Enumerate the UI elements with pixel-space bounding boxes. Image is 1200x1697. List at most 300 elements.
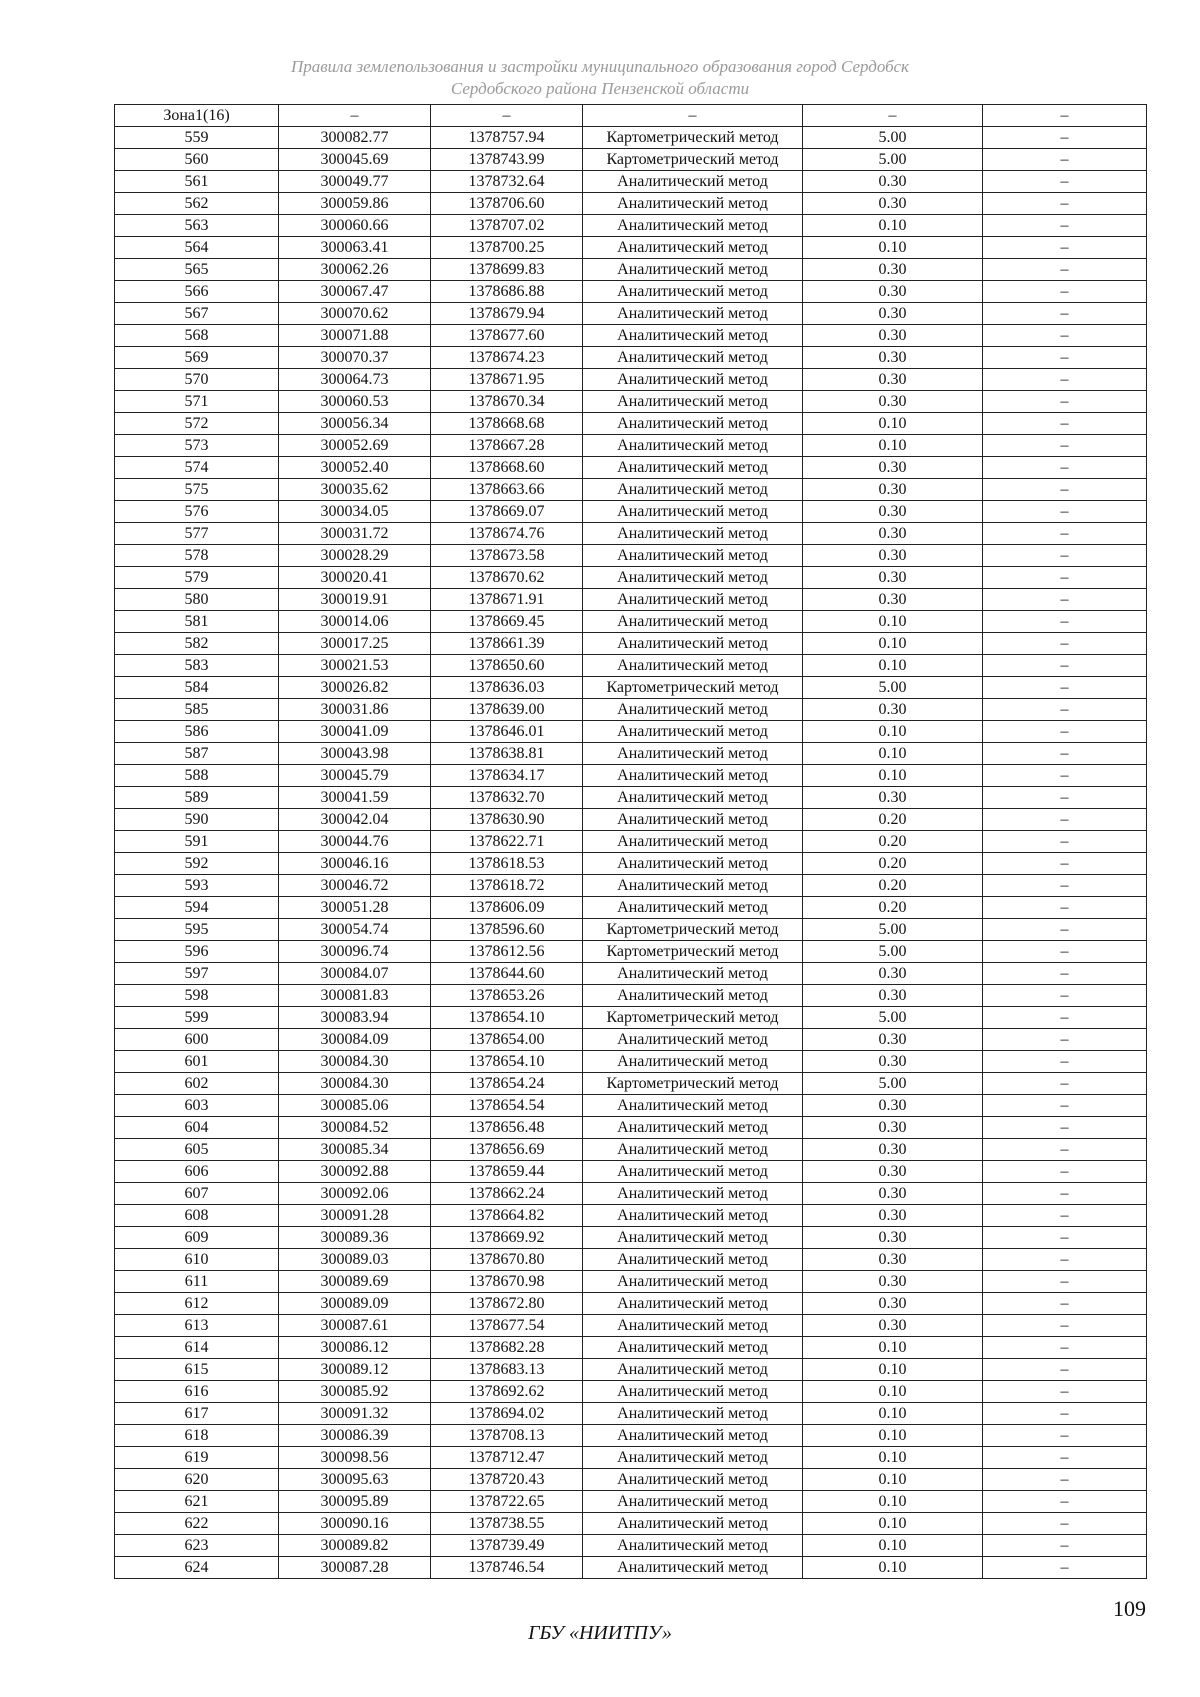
description-cell: –	[983, 655, 1147, 677]
accuracy-cell: 0.30	[803, 457, 983, 479]
x-coordinate-cell: 300052.40	[279, 457, 431, 479]
y-coordinate-cell: 1378636.03	[431, 677, 583, 699]
method-cell: Аналитический метод	[583, 413, 803, 435]
method-cell: Картометрический метод	[583, 919, 803, 941]
x-coordinate-cell: 300089.36	[279, 1227, 431, 1249]
table-row	[115, 1381, 1147, 1403]
x-coordinate-cell: 300031.72	[279, 523, 431, 545]
accuracy-cell: 0.30	[803, 171, 983, 193]
accuracy-cell: 0.30	[803, 787, 983, 809]
accuracy-cell: 0.30	[803, 1227, 983, 1249]
point-number-cell: 608	[115, 1205, 279, 1227]
y-coordinate-cell: 1378654.10	[431, 1007, 583, 1029]
table-row	[115, 743, 1147, 765]
x-coordinate-cell: 300095.89	[279, 1491, 431, 1513]
method-cell: Аналитический метод	[583, 1139, 803, 1161]
y-coordinate-cell: 1378674.23	[431, 347, 583, 369]
accuracy-cell: 0.20	[803, 853, 983, 875]
method-cell: Картометрический метод	[583, 1007, 803, 1029]
point-number-cell: 566	[115, 281, 279, 303]
accuracy-cell: 0.10	[803, 721, 983, 743]
accuracy-cell: 5.00	[803, 941, 983, 963]
point-number-cell: 593	[115, 875, 279, 897]
y-coordinate-cell: 1378706.60	[431, 193, 583, 215]
table-row	[115, 1183, 1147, 1205]
method-cell: Аналитический метод	[583, 501, 803, 523]
table-row	[115, 1249, 1147, 1271]
accuracy-cell: 0.10	[803, 1491, 983, 1513]
method-cell: Аналитический метод	[583, 1491, 803, 1513]
y-coordinate-cell: 1378654.24	[431, 1073, 583, 1095]
table-row	[115, 1051, 1147, 1073]
accuracy-cell: 0.30	[803, 193, 983, 215]
point-number-cell: 591	[115, 831, 279, 853]
accuracy-cell: 0.30	[803, 1271, 983, 1293]
table-row	[115, 1293, 1147, 1315]
table-row	[115, 787, 1147, 809]
accuracy-cell: 0.20	[803, 809, 983, 831]
method-cell: Аналитический метод	[583, 875, 803, 897]
x-coordinate-cell: 300092.06	[279, 1183, 431, 1205]
point-number-cell: 563	[115, 215, 279, 237]
description-cell: –	[983, 677, 1147, 699]
table-row	[115, 545, 1147, 567]
y-coordinate-cell: 1378653.26	[431, 985, 583, 1007]
description-cell: –	[983, 545, 1147, 567]
y-coordinate-cell: 1378677.60	[431, 325, 583, 347]
description-cell: –	[983, 171, 1147, 193]
x-coordinate-cell: 300084.30	[279, 1073, 431, 1095]
x-coordinate-cell: 300046.72	[279, 875, 431, 897]
x-coordinate-cell: 300059.86	[279, 193, 431, 215]
accuracy-cell: 0.10	[803, 765, 983, 787]
method-cell: Аналитический метод	[583, 1051, 803, 1073]
accuracy-cell: 0.10	[803, 1403, 983, 1425]
y-coordinate-cell: 1378659.44	[431, 1161, 583, 1183]
accuracy-cell: 5.00	[803, 127, 983, 149]
y-coordinate-cell: 1378668.68	[431, 413, 583, 435]
accuracy-cell: 0.30	[803, 589, 983, 611]
page-header	[0, 56, 1200, 100]
y-coordinate-cell: 1378670.62	[431, 567, 583, 589]
description-cell: –	[983, 325, 1147, 347]
accuracy-cell: 5.00	[803, 149, 983, 171]
method-cell: Аналитический метод	[583, 567, 803, 589]
x-coordinate-cell: 300082.77	[279, 127, 431, 149]
accuracy-cell: 0.30	[803, 325, 983, 347]
y-coordinate-cell: 1378612.56	[431, 941, 583, 963]
description-cell: –	[983, 1403, 1147, 1425]
x-coordinate-cell: 300043.98	[279, 743, 431, 765]
description-cell: –	[983, 1513, 1147, 1535]
table-row	[115, 611, 1147, 633]
x-coordinate-cell: 300020.41	[279, 567, 431, 589]
table-row	[115, 853, 1147, 875]
method-cell: Аналитический метод	[583, 1293, 803, 1315]
y-coordinate-cell: 1378654.54	[431, 1095, 583, 1117]
method-cell: Аналитический метод	[583, 1227, 803, 1249]
y-coordinate-cell: 1378638.81	[431, 743, 583, 765]
description-cell: –	[983, 369, 1147, 391]
method-cell: –	[583, 105, 803, 127]
x-coordinate-cell: 300046.16	[279, 853, 431, 875]
point-number-cell: 622	[115, 1513, 279, 1535]
table-row	[115, 127, 1147, 149]
x-coordinate-cell: 300062.26	[279, 259, 431, 281]
accuracy-cell: 0.10	[803, 1381, 983, 1403]
description-cell: –	[983, 1557, 1147, 1579]
description-cell: –	[983, 523, 1147, 545]
x-coordinate-cell: 300089.12	[279, 1359, 431, 1381]
table-row	[115, 1557, 1147, 1579]
method-cell: Картометрический метод	[583, 1073, 803, 1095]
method-cell: Аналитический метод	[583, 435, 803, 457]
method-cell: Аналитический метод	[583, 831, 803, 853]
point-number-cell: 605	[115, 1139, 279, 1161]
description-cell: –	[983, 743, 1147, 765]
table-row	[115, 589, 1147, 611]
y-coordinate-cell: 1378669.92	[431, 1227, 583, 1249]
method-cell: Аналитический метод	[583, 787, 803, 809]
accuracy-cell: 0.10	[803, 1359, 983, 1381]
point-number-cell: 570	[115, 369, 279, 391]
method-cell: Аналитический метод	[583, 1447, 803, 1469]
description-cell: –	[983, 875, 1147, 897]
point-number-cell: 560	[115, 149, 279, 171]
x-coordinate-cell: 300087.28	[279, 1557, 431, 1579]
y-coordinate-cell: 1378661.39	[431, 633, 583, 655]
table-row	[115, 1161, 1147, 1183]
accuracy-cell: 0.10	[803, 743, 983, 765]
y-coordinate-cell: 1378739.49	[431, 1535, 583, 1557]
method-cell: Аналитический метод	[583, 1249, 803, 1271]
table-row	[115, 1029, 1147, 1051]
x-coordinate-cell: 300045.69	[279, 149, 431, 171]
method-cell: Аналитический метод	[583, 1117, 803, 1139]
x-coordinate-cell: 300060.53	[279, 391, 431, 413]
y-coordinate-cell: 1378679.94	[431, 303, 583, 325]
description-cell: –	[983, 1535, 1147, 1557]
x-coordinate-cell: 300087.61	[279, 1315, 431, 1337]
x-coordinate-cell: 300085.06	[279, 1095, 431, 1117]
x-coordinate-cell: 300019.91	[279, 589, 431, 611]
accuracy-cell: 0.10	[803, 237, 983, 259]
method-cell: Аналитический метод	[583, 1469, 803, 1491]
x-coordinate-cell: 300041.09	[279, 721, 431, 743]
table-row	[115, 1117, 1147, 1139]
point-number-cell: 620	[115, 1469, 279, 1491]
point-number-cell: 562	[115, 193, 279, 215]
y-coordinate-cell: 1378669.45	[431, 611, 583, 633]
x-coordinate-cell: 300060.66	[279, 215, 431, 237]
method-cell: Аналитический метод	[583, 259, 803, 281]
method-cell: Аналитический метод	[583, 1029, 803, 1051]
point-number-cell: 599	[115, 1007, 279, 1029]
x-coordinate-cell: 300042.04	[279, 809, 431, 831]
y-coordinate-cell: 1378656.69	[431, 1139, 583, 1161]
x-coordinate-cell: 300089.03	[279, 1249, 431, 1271]
point-number-cell: 584	[115, 677, 279, 699]
point-number-cell: 616	[115, 1381, 279, 1403]
table-row	[115, 985, 1147, 1007]
y-coordinate-cell: 1378650.60	[431, 655, 583, 677]
method-cell: Аналитический метод	[583, 1425, 803, 1447]
y-coordinate-cell: 1378757.94	[431, 127, 583, 149]
table-row	[115, 1469, 1147, 1491]
coordinates-table-body	[115, 105, 1147, 1579]
table-row	[115, 963, 1147, 985]
table-row	[115, 259, 1147, 281]
point-number-cell: 580	[115, 589, 279, 611]
accuracy-cell: 0.30	[803, 479, 983, 501]
point-number-cell: 561	[115, 171, 279, 193]
accuracy-cell: 0.30	[803, 1315, 983, 1337]
y-coordinate-cell: 1378692.62	[431, 1381, 583, 1403]
table-row	[115, 457, 1147, 479]
table-row	[115, 369, 1147, 391]
method-cell: Картометрический метод	[583, 941, 803, 963]
y-coordinate-cell: 1378743.99	[431, 149, 583, 171]
point-number-cell: 604	[115, 1117, 279, 1139]
x-coordinate-cell: 300084.30	[279, 1051, 431, 1073]
x-coordinate-cell: 300084.52	[279, 1117, 431, 1139]
x-coordinate-cell: 300095.63	[279, 1469, 431, 1491]
method-cell: Аналитический метод	[583, 1095, 803, 1117]
header-line-1: Правила землепользования и застройки муниципального образования город Сердобск	[290, 57, 909, 76]
description-cell: –	[983, 435, 1147, 457]
x-coordinate-cell: 300083.94	[279, 1007, 431, 1029]
accuracy-cell: 0.10	[803, 655, 983, 677]
method-cell: Аналитический метод	[583, 1337, 803, 1359]
point-number-cell: 592	[115, 853, 279, 875]
x-coordinate-cell: 300089.09	[279, 1293, 431, 1315]
table-row	[115, 1205, 1147, 1227]
y-coordinate-cell: 1378682.28	[431, 1337, 583, 1359]
description-cell: –	[983, 941, 1147, 963]
table-row	[115, 567, 1147, 589]
y-coordinate-cell: 1378668.60	[431, 457, 583, 479]
x-coordinate-cell: 300086.39	[279, 1425, 431, 1447]
accuracy-cell: 0.10	[803, 1535, 983, 1557]
y-coordinate-cell: 1378686.88	[431, 281, 583, 303]
point-number-cell: 600	[115, 1029, 279, 1051]
table-row	[115, 237, 1147, 259]
x-coordinate-cell: 300051.28	[279, 897, 431, 919]
table-row	[115, 1359, 1147, 1381]
accuracy-cell: 0.20	[803, 831, 983, 853]
method-cell: Аналитический метод	[583, 1403, 803, 1425]
table-row	[115, 1535, 1147, 1557]
method-cell: Картометрический метод	[583, 149, 803, 171]
accuracy-cell: 0.30	[803, 1117, 983, 1139]
method-cell: Аналитический метод	[583, 611, 803, 633]
method-cell: Аналитический метод	[583, 1535, 803, 1557]
x-coordinate-cell: 300089.82	[279, 1535, 431, 1557]
table-row	[115, 435, 1147, 457]
y-coordinate-cell: 1378738.55	[431, 1513, 583, 1535]
accuracy-cell: 0.10	[803, 215, 983, 237]
y-coordinate-cell: 1378632.70	[431, 787, 583, 809]
point-number-cell: 601	[115, 1051, 279, 1073]
y-coordinate-cell: 1378720.43	[431, 1469, 583, 1491]
y-coordinate-cell: 1378663.66	[431, 479, 583, 501]
description-cell: –	[983, 391, 1147, 413]
x-coordinate-cell: 300081.83	[279, 985, 431, 1007]
x-coordinate-cell: 300052.69	[279, 435, 431, 457]
point-number-cell: 572	[115, 413, 279, 435]
y-coordinate-cell: 1378671.91	[431, 589, 583, 611]
method-cell: Аналитический метод	[583, 171, 803, 193]
accuracy-cell: 0.30	[803, 699, 983, 721]
x-coordinate-cell: 300064.73	[279, 369, 431, 391]
description-cell: –	[983, 567, 1147, 589]
method-cell: Аналитический метод	[583, 1315, 803, 1337]
point-number-cell: 611	[115, 1271, 279, 1293]
accuracy-cell: 0.30	[803, 1139, 983, 1161]
x-coordinate-cell: 300098.56	[279, 1447, 431, 1469]
point-number-cell: 583	[115, 655, 279, 677]
point-number-cell: 579	[115, 567, 279, 589]
accuracy-cell: 0.30	[803, 985, 983, 1007]
table-row	[115, 1073, 1147, 1095]
x-coordinate-cell: 300092.88	[279, 1161, 431, 1183]
method-cell: Аналитический метод	[583, 457, 803, 479]
x-coordinate-cell: 300096.74	[279, 941, 431, 963]
x-coordinate-cell: 300091.32	[279, 1403, 431, 1425]
table-row	[115, 1227, 1147, 1249]
point-number-cell: 575	[115, 479, 279, 501]
method-cell: Аналитический метод	[583, 1359, 803, 1381]
y-coordinate-cell: 1378708.13	[431, 1425, 583, 1447]
description-cell: –	[983, 1227, 1147, 1249]
description-cell: –	[983, 699, 1147, 721]
x-coordinate-cell: 300056.34	[279, 413, 431, 435]
y-coordinate-cell: 1378662.24	[431, 1183, 583, 1205]
description-cell: –	[983, 501, 1147, 523]
method-cell: Картометрический метод	[583, 127, 803, 149]
accuracy-cell: 0.30	[803, 369, 983, 391]
header-line-2: Сердобского района Пензенской области	[450, 79, 750, 98]
table-row	[115, 831, 1147, 853]
point-number-cell: 617	[115, 1403, 279, 1425]
method-cell: Аналитический метод	[583, 655, 803, 677]
method-cell: Аналитический метод	[583, 1271, 803, 1293]
y-coordinate-cell: 1378707.02	[431, 215, 583, 237]
accuracy-cell: –	[803, 105, 983, 127]
accuracy-cell: 0.10	[803, 1557, 983, 1579]
y-coordinate-cell: 1378672.80	[431, 1293, 583, 1315]
x-coordinate-cell: 300089.69	[279, 1271, 431, 1293]
table-row	[115, 1139, 1147, 1161]
y-coordinate-cell: 1378622.71	[431, 831, 583, 853]
point-number-cell: 567	[115, 303, 279, 325]
description-cell: –	[983, 347, 1147, 369]
y-coordinate-cell: 1378677.54	[431, 1315, 583, 1337]
description-cell: –	[983, 281, 1147, 303]
table-row	[115, 1513, 1147, 1535]
accuracy-cell: 0.30	[803, 523, 983, 545]
y-coordinate-cell: 1378618.72	[431, 875, 583, 897]
point-number-cell: 577	[115, 523, 279, 545]
accuracy-cell: 0.20	[803, 875, 983, 897]
description-cell: –	[983, 1095, 1147, 1117]
point-number-cell: 576	[115, 501, 279, 523]
description-cell: –	[983, 1161, 1147, 1183]
accuracy-cell: 0.10	[803, 611, 983, 633]
accuracy-cell: 5.00	[803, 1007, 983, 1029]
y-coordinate-cell: 1378596.60	[431, 919, 583, 941]
description-cell: –	[983, 611, 1147, 633]
x-coordinate-cell: 300045.79	[279, 765, 431, 787]
x-coordinate-cell: 300070.37	[279, 347, 431, 369]
x-coordinate-cell: 300084.09	[279, 1029, 431, 1051]
table-row	[115, 1337, 1147, 1359]
y-coordinate-cell: 1378618.53	[431, 853, 583, 875]
description-cell: –	[983, 149, 1147, 171]
x-coordinate-cell: 300070.62	[279, 303, 431, 325]
method-cell: Аналитический метод	[583, 1513, 803, 1535]
accuracy-cell: 0.10	[803, 413, 983, 435]
table-row	[115, 633, 1147, 655]
method-cell: Аналитический метод	[583, 325, 803, 347]
x-coordinate-cell: 300049.77	[279, 171, 431, 193]
y-coordinate-cell: 1378646.01	[431, 721, 583, 743]
accuracy-cell: 0.30	[803, 963, 983, 985]
table-row	[115, 149, 1147, 171]
description-cell: –	[983, 963, 1147, 985]
y-coordinate-cell: 1378606.09	[431, 897, 583, 919]
accuracy-cell: 0.30	[803, 1249, 983, 1271]
accuracy-cell: 0.10	[803, 633, 983, 655]
table-row	[115, 655, 1147, 677]
method-cell: Аналитический метод	[583, 743, 803, 765]
y-coordinate-cell: 1378694.02	[431, 1403, 583, 1425]
table-row	[115, 215, 1147, 237]
x-coordinate-cell: 300086.12	[279, 1337, 431, 1359]
method-cell: Аналитический метод	[583, 1161, 803, 1183]
table-row	[115, 1491, 1147, 1513]
description-cell: –	[983, 1293, 1147, 1315]
description-cell: –	[983, 633, 1147, 655]
zone-header-row	[115, 105, 1147, 127]
description-cell: –	[983, 1425, 1147, 1447]
table-row	[115, 523, 1147, 545]
method-cell: Аналитический метод	[583, 765, 803, 787]
table-row	[115, 391, 1147, 413]
point-number-cell: 586	[115, 721, 279, 743]
y-coordinate-cell: 1378700.25	[431, 237, 583, 259]
method-cell: Аналитический метод	[583, 853, 803, 875]
method-cell: Аналитический метод	[583, 1557, 803, 1579]
y-coordinate-cell: 1378654.10	[431, 1051, 583, 1073]
method-cell: Аналитический метод	[583, 391, 803, 413]
y-coordinate-cell: 1378699.83	[431, 259, 583, 281]
point-number-cell: 612	[115, 1293, 279, 1315]
table-row	[115, 897, 1147, 919]
accuracy-cell: 0.10	[803, 1469, 983, 1491]
accuracy-cell: 0.30	[803, 501, 983, 523]
y-coordinate-cell: 1378639.00	[431, 699, 583, 721]
method-cell: Аналитический метод	[583, 281, 803, 303]
description-cell: –	[983, 787, 1147, 809]
x-coordinate-cell: 300085.92	[279, 1381, 431, 1403]
method-cell: Аналитический метод	[583, 347, 803, 369]
accuracy-cell: 0.10	[803, 1447, 983, 1469]
method-cell: Аналитический метод	[583, 1205, 803, 1227]
point-number-cell: 595	[115, 919, 279, 941]
accuracy-cell: 0.10	[803, 1513, 983, 1535]
method-cell: Аналитический метод	[583, 523, 803, 545]
